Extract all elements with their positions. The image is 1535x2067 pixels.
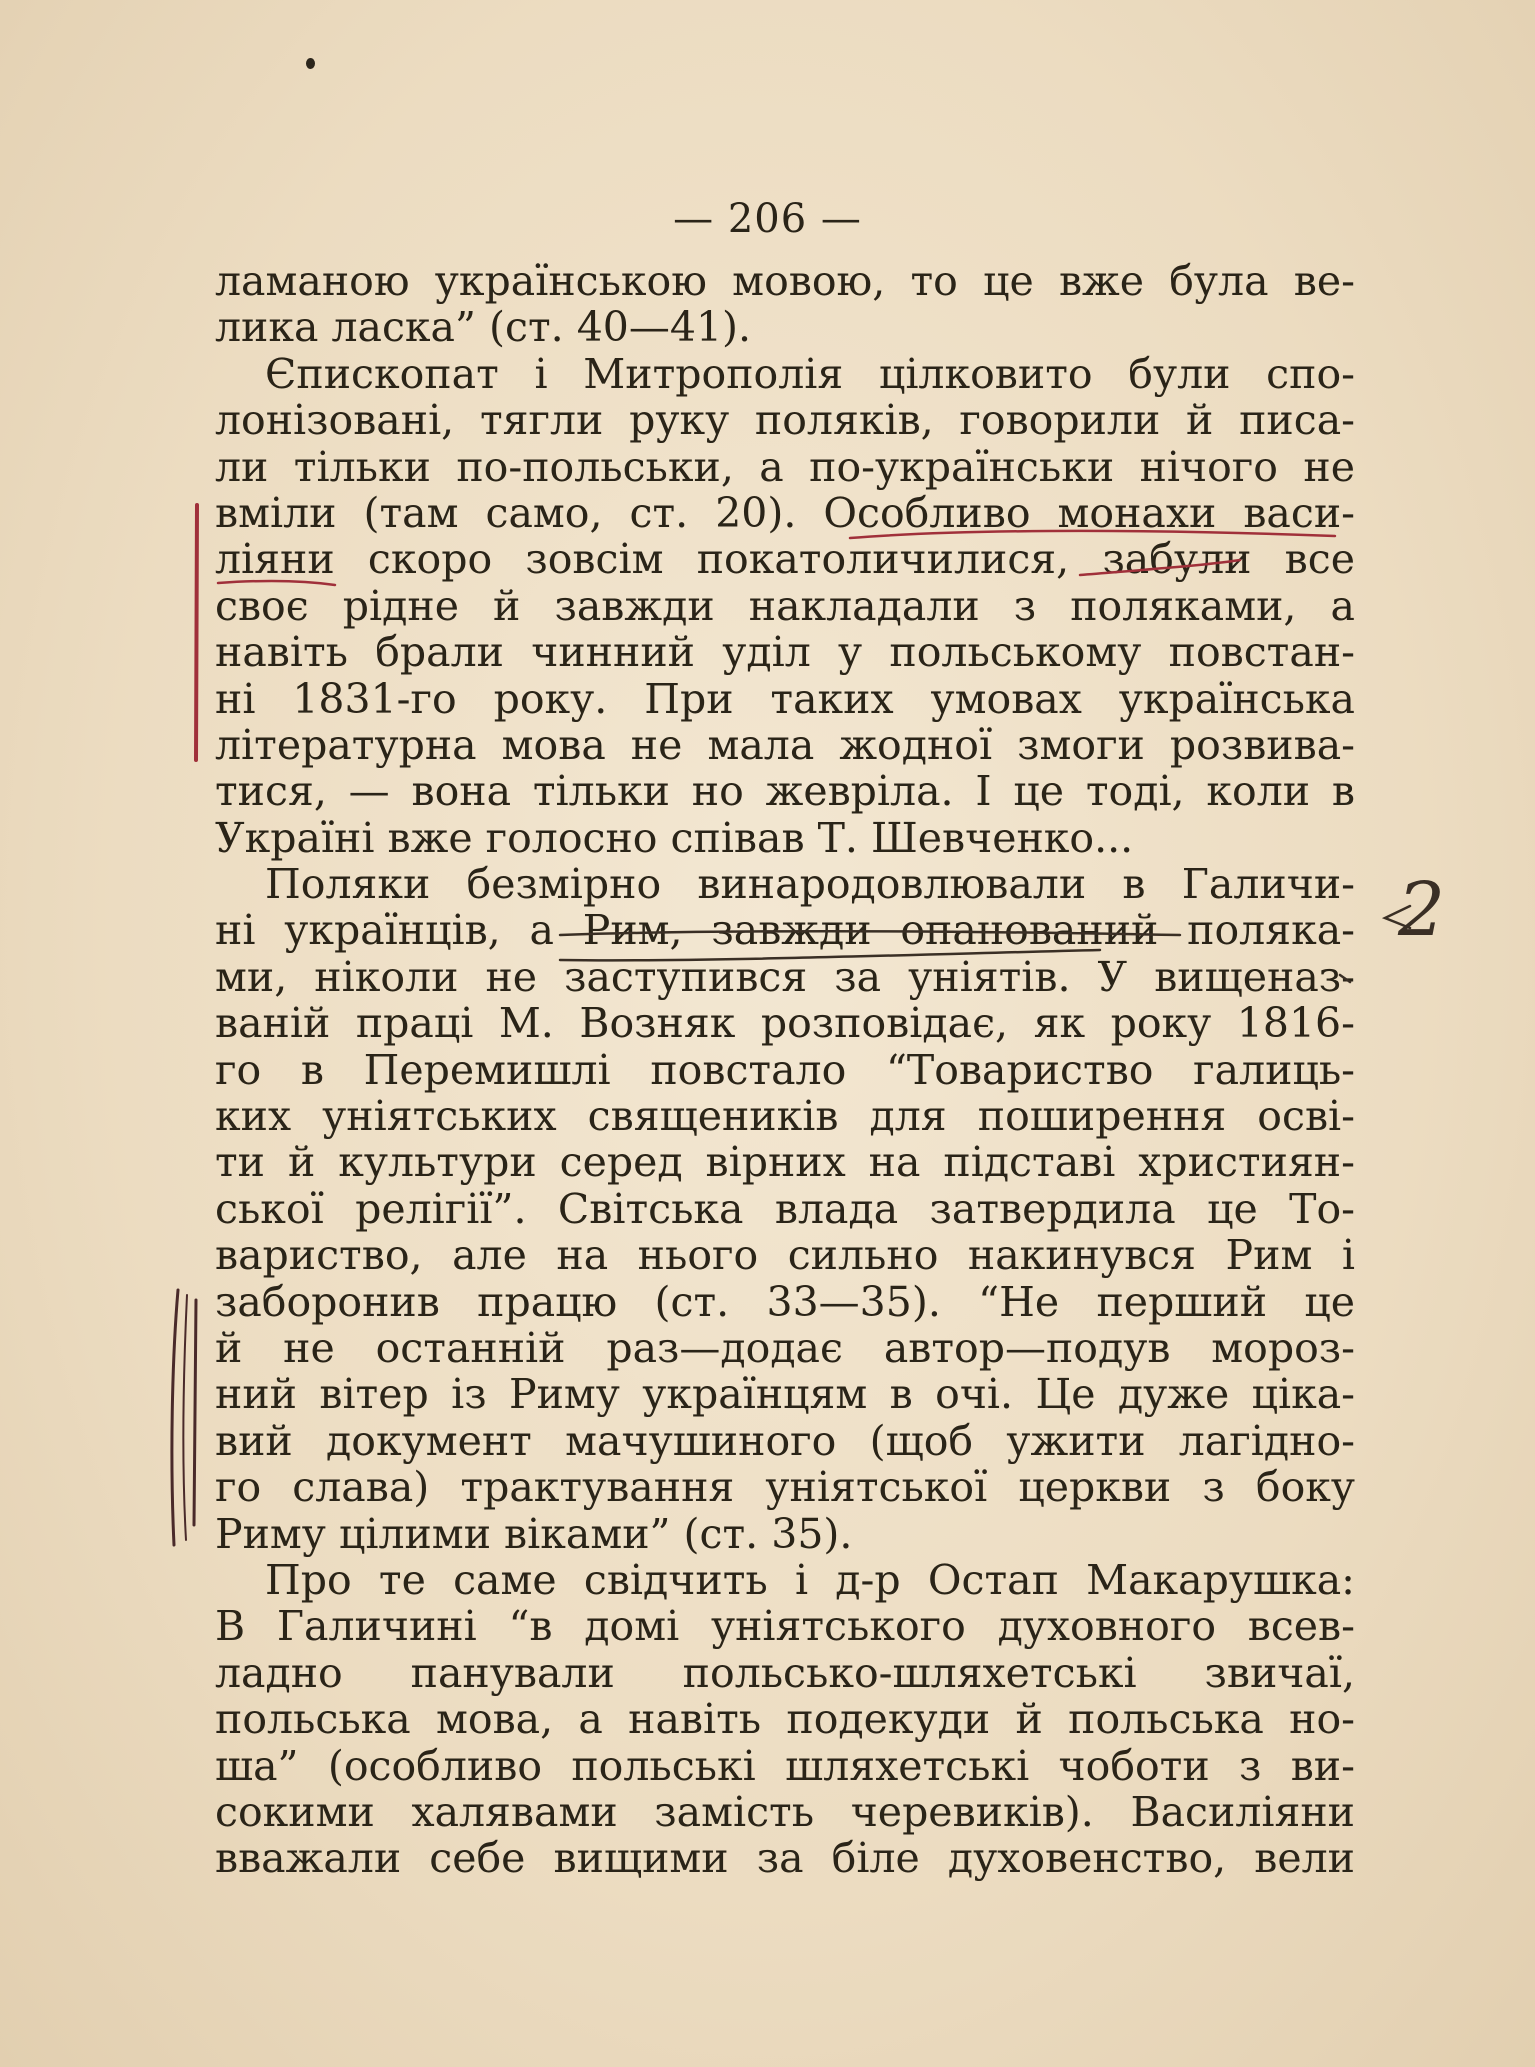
text-line: літературна мова не мала жодної змоги розвива-: [215, 721, 1355, 769]
text-line: сокими халявами замість черевиків). Василіяни: [215, 1788, 1355, 1836]
text-line: тися, — вона тільки но жевріла. І це тоді, коли в: [215, 768, 1355, 815]
text-line: ліяни скоро зовсім покатоличилися, забули все: [215, 536, 1355, 583]
text-line: лонізовані, тягли руку поляків, говорили й писа-: [215, 397, 1355, 444]
text-line: Риму цілими віками” (ст. 35).: [215, 1510, 853, 1557]
text-line: й не останній раз—додає автор—подув мороз-: [215, 1324, 1355, 1372]
text-line: В Галичині “в домі уніятського духовного всев-: [215, 1603, 1355, 1650]
text-line: ваній праці М. Возняк розповідає, як року 1816-: [215, 1000, 1355, 1047]
margin-arrow: [1385, 906, 1410, 928]
text-line: Про те саме свідчить і д-р Остап Макарушка:: [265, 1556, 1355, 1604]
text-line: ких уніятських священиків для поширення осві-: [215, 1093, 1355, 1140]
margin-bar-dark: [172, 1290, 178, 1545]
text-line: лика ласка” (ст. 40—41).: [215, 304, 752, 351]
text-line: вміли (там само, ст. 20). Особливо монахи васи-: [215, 489, 1355, 537]
text-line: го в Перемишлі повстало “Товариство галиць-: [215, 1046, 1355, 1094]
text-line: ли тільки по-польськи, а по-українськи нічого не: [215, 443, 1355, 490]
margin-bar-dark: [183, 1295, 187, 1540]
text-line: польська мова, а навіть подекуди й польська но-: [215, 1696, 1355, 1743]
text-line: ламаною українською мовою, то це вже була ве-: [215, 258, 1355, 305]
text-line: навіть брали чинний уділ у польському повстан-: [215, 629, 1355, 676]
text-line: вариство, але на нього сильно накинувся Рим і: [215, 1232, 1355, 1279]
text-line: Єпископат і Митрополія цілковито були спо-: [265, 350, 1355, 398]
page-number: — 206 —: [673, 196, 862, 242]
text-line: ні 1831-го року. При таких умовах українська: [215, 675, 1355, 722]
text-line: го слава) трактування уніятської церкви з боку: [215, 1464, 1355, 1511]
margin-note: 2: [1398, 867, 1446, 953]
text-line: ний вітер із Риму українцям в очі. Це дуже ціка-: [215, 1371, 1355, 1418]
text-line: своє рідне й завжди накладали з поляками, а: [215, 582, 1355, 630]
text-line: заборонив працю (ст. 33—35). “Не перший це: [215, 1278, 1355, 1325]
text-line: ської релігії”. Світська влада затвердила це То-: [215, 1185, 1355, 1233]
text-line: ми, ніколи не заступився за уніятів. У вищеназ-: [215, 953, 1355, 1001]
text-line: ти й культури серед вірних на підставі християн-: [215, 1139, 1355, 1186]
text-line: ша” (особливо польські шляхетські чоботи з ви-: [215, 1742, 1355, 1789]
text-line: вважали себе вищими за біле духовенство, вели: [215, 1835, 1355, 1882]
text-line: ладно панували польсько-шляхетські звичаї,: [215, 1649, 1355, 1697]
text-line: вий документ мачушиного (щоб ужити лагідно-: [215, 1417, 1355, 1465]
margin-bar-dark: [194, 1300, 196, 1525]
text-line: Україні вже голосно співав Т. Шевченко...: [215, 814, 1134, 862]
ink-dot: [306, 58, 315, 69]
body-text: [215, 258, 1355, 1882]
text-line: ні українців, а Рим, завжди опанований поляка-: [215, 907, 1355, 954]
margin-bar-red: [196, 505, 197, 760]
text-line: Поляки безмірно винародовлювали в Галичи-: [265, 861, 1355, 908]
